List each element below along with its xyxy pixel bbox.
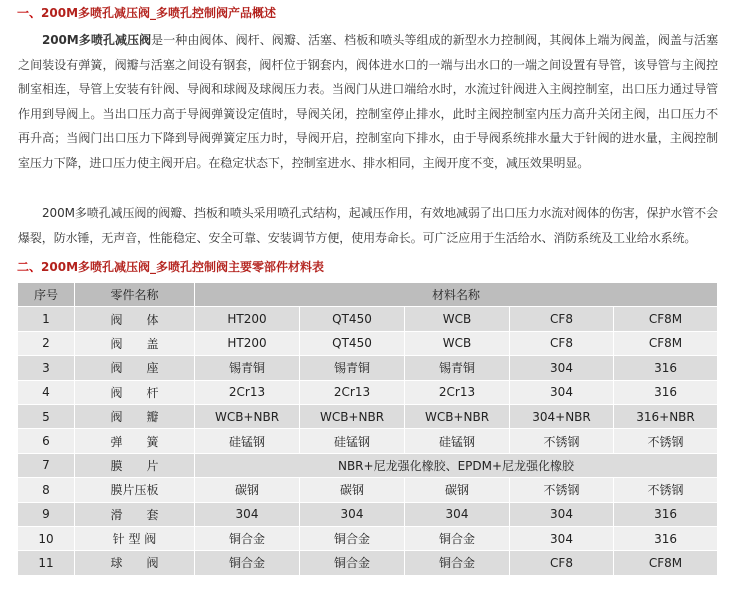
row-material-cell: 铜合金 [195,551,300,575]
table-row [18,331,718,355]
row-part-name-cell: 阀 座 [75,356,195,380]
product-title: 200M多喷孔减压阀_多喷孔控制阀 [41,260,229,274]
row-material-cell: 2Cr13 [195,380,300,404]
row-part-name-cell: 球 阀 [75,551,195,575]
row-material-cell: 碳钢 [300,478,405,502]
row-material-cell: 铜合金 [300,551,405,575]
row-material-cell: 硅锰钢 [195,429,300,453]
section-number: 二、 [17,260,42,274]
row-material-cell: WCB [405,307,510,331]
row-seq-cell: 8 [18,478,75,502]
row-part-name-cell: 阀 盖 [75,331,195,355]
section-title-tail: 产品概述 [228,6,277,20]
intro-paragraph-2 [18,201,718,251]
row-material-cell: 硅锰钢 [405,429,510,453]
row-material-cell: 铜合金 [405,551,510,575]
row-material-cell: QT450 [300,307,405,331]
table-row [18,478,718,502]
row-material-cell: 304 [195,502,300,526]
row-material-cell: 304 [510,380,614,404]
row-seq-cell: 11 [18,551,75,575]
row-part-name-cell: 滑 套 [75,502,195,526]
section-heading-materials [17,259,324,275]
row-part-name-cell: 膜片压板 [75,478,195,502]
row-material-cell: HT200 [195,307,300,331]
row-material-cell: 不锈钢 [510,478,614,502]
row-seq-cell: 10 [18,526,75,550]
row-material-cell: 铜合金 [405,526,510,550]
row-material-cell: CF8M [614,551,718,575]
row-seq-cell: 6 [18,429,75,453]
row-part-name-cell: 膜 片 [75,453,195,477]
table-row [18,502,718,526]
intro-paragraph-1 [18,28,718,200]
materials-table [17,282,718,576]
row-material-cell: CF8 [510,307,614,331]
table-row [18,551,718,575]
row-material-cell: WCB+NBR [195,404,300,428]
row-material-cell: CF8M [614,307,718,331]
row-material-cell: 304+NBR [510,404,614,428]
table-row [18,453,718,477]
row-part-name-cell: 阀 瓣 [75,404,195,428]
row-material-cell: CF8M [614,331,718,355]
section-heading-overview [17,5,276,21]
row-part-name-cell: 弹 簧 [75,429,195,453]
table-row [18,429,718,453]
row-material-cell: HT200 [195,331,300,355]
row-material-cell: 锡青铜 [405,356,510,380]
row-part-name-cell: 阀 体 [75,307,195,331]
row-material-cell: 碳钢 [195,478,300,502]
section-title-tail: 主要零部件材料表 [228,260,325,274]
row-material-cell: 304 [300,502,405,526]
table-header-row [18,283,718,307]
row-seq-cell: 2 [18,331,75,355]
row-part-name-cell: 阀 杆 [75,380,195,404]
row-material-merged-cell: NBR+尼龙强化橡胶、EPDM+尼龙强化橡胶 [195,453,718,477]
row-seq-cell: 4 [18,380,75,404]
product-title: 200M多喷孔减压阀_多喷孔控制阀 [41,6,229,20]
row-material-cell: WCB+NBR [300,404,405,428]
row-seq-cell: 5 [18,404,75,428]
row-material-cell: 硅锰钢 [300,429,405,453]
row-material-cell: 316+NBR [614,404,718,428]
row-material-cell: 铜合金 [195,526,300,550]
row-material-cell: CF8 [510,551,614,575]
row-material-cell: 316 [614,502,718,526]
section-number: 一、 [17,6,42,20]
table-row [18,380,718,404]
row-material-cell: CF8 [510,331,614,355]
row-material-cell: 304 [510,356,614,380]
row-material-cell: 碳钢 [405,478,510,502]
intro-paragraph-1-text: 是一种由阀体、阀杆、阀瓣、活塞、档板和喷头等组成的新型水力控制阀，其阀体上端为阀盖，阀盖与活塞之间装设有弹簧，阀瓣与活塞之间设有钢套，阀杆位于钢套内，阀体进水口的一端与出水口的一端之间设置有导管，该导管与主阀控制室相连，导管上安装有针阀、导阀和球阀及球阀压力表。当阀门从进口端给水时，水流过针阀进入主阀控制室，出口压力通过导管作用到导阀上。当出口压力高于导阀弹簧设定值时，导阀关闭，控制室停止排水，此时主阀控制室内压力高升关闭主阀，出口压力不再升高；当阀门出口压力下降到导阀弹簧定压力时，导阀开启，控制室向下排水，由于导阀系统排水量大于针阀的进水量，主阀控制室压力下降，进口压力使主阀开启。在稳定状态下，控制室进水、排水相同，主阀开度不变，减压效果明显。 [18,33,718,170]
row-material-cell: 316 [614,380,718,404]
row-material-cell: 316 [614,356,718,380]
row-material-cell: 不锈钢 [614,478,718,502]
row-seq-cell: 1 [18,307,75,331]
header-material-name: 材料名称 [195,283,718,307]
table-row [18,526,718,550]
table-row [18,404,718,428]
row-material-cell: 2Cr13 [300,380,405,404]
row-material-cell: 不锈钢 [614,429,718,453]
row-material-cell: 316 [614,526,718,550]
row-material-cell: 2Cr13 [405,380,510,404]
product-name-bold: 200M多喷孔减压阀 [42,33,152,47]
intro-paragraph-2-text: 200M多喷孔减压阀的阀瓣、挡板和喷头采用喷孔式结构，起减压作用，有效地减弱了出口压力水流对阀体的伤害，保护水管不会爆裂，防水锤，无声音，性能稳定、安全可靠、安装调节方便，使用寿命长。可广泛应用于生活给水、消防系统及工业给水系统。 [18,206,718,245]
table-row [18,356,718,380]
header-part-name: 零件名称 [75,283,195,307]
row-material-cell: WCB+NBR [405,404,510,428]
row-material-cell: 304 [405,502,510,526]
row-material-cell: 不锈钢 [510,429,614,453]
row-seq-cell: 7 [18,453,75,477]
row-material-cell: 锡青铜 [300,356,405,380]
row-part-name-cell: 针 型 阀 [75,526,195,550]
row-seq-cell: 3 [18,356,75,380]
table-row [18,307,718,331]
row-material-cell: WCB [405,331,510,355]
row-material-cell: QT450 [300,331,405,355]
row-material-cell: 锡青铜 [195,356,300,380]
row-seq-cell: 9 [18,502,75,526]
row-material-cell: 304 [510,502,614,526]
header-seq: 序号 [18,283,75,307]
row-material-cell: 铜合金 [300,526,405,550]
row-material-cell: 304 [510,526,614,550]
